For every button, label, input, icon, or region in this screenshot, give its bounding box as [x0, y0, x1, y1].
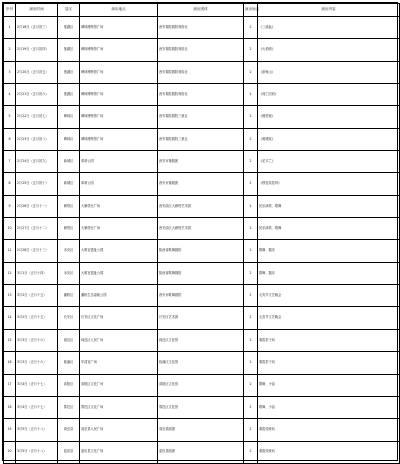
row-time: 2月22日（正月初七）	[16, 106, 58, 128]
row-venue: 碑林博物馆广场	[80, 39, 158, 61]
row-troupe: 西安曲江大雁塔艺术团	[158, 218, 244, 240]
row-troupe: 西安市歌舞剧院	[158, 285, 244, 307]
row-troupe: 西安秦腔剧院易俗社	[158, 39, 244, 61]
row-time: 2月20日（正月初五）	[16, 61, 58, 83]
row-count: 2	[244, 329, 258, 351]
table-header-row	[4, 4, 400, 17]
row-content: 《火焰驹》	[258, 39, 400, 61]
performance-table	[3, 3, 400, 464]
row-time: 3月2日（正月十五）	[16, 285, 58, 307]
row-count: 2	[244, 374, 258, 396]
header-count: 演出场次	[244, 4, 258, 17]
row-venue: 华清宫广场	[80, 352, 158, 374]
row-index: 18	[4, 396, 16, 418]
row-troupe: 西安市豫剧团	[158, 151, 244, 173]
row-troupe: 西安秦腔剧院三意社	[158, 128, 244, 150]
row-venue: 阎良区人民广场	[80, 329, 158, 351]
row-time: 2月21日（正月初六）	[16, 84, 58, 106]
row-content: 《穆桂英挂帅》	[258, 173, 400, 195]
row-content: 《窦娥冤》	[258, 128, 400, 150]
row-content: 《周仁回府》	[258, 84, 400, 106]
row-index: 19	[4, 419, 16, 441]
row-district: 莲湖区	[58, 61, 80, 83]
row-troupe: 临潼区文化馆	[158, 352, 244, 374]
row-district: 长安区	[58, 307, 80, 329]
table-row	[4, 106, 400, 128]
row-index: 6	[4, 128, 16, 150]
row-content: 秦腔折子戏	[258, 329, 400, 351]
row-content: 《三滴血》	[258, 17, 400, 39]
row-troupe: 西安秦腔剧院易俗社	[158, 84, 244, 106]
row-district: 阎良区	[58, 329, 80, 351]
row-count: 2	[244, 173, 258, 195]
row-venue: 周至县人民广场	[80, 419, 158, 441]
header-troupe: 演出团体	[158, 4, 244, 17]
table-row	[4, 374, 400, 396]
row-count: 2	[244, 240, 258, 262]
row-index: 11	[4, 240, 16, 262]
row-count: 2	[244, 151, 258, 173]
row-index: 3	[4, 61, 16, 83]
row-troupe: 西安曲江大雁塔艺术团	[158, 195, 244, 217]
row-venue: 大雁塔北广场	[80, 218, 158, 240]
row-time: 2月18日（正月初三）	[16, 17, 58, 39]
row-venue: 大明宫遗址公园	[80, 262, 158, 284]
row-district: 碑林区	[58, 106, 80, 128]
row-index: 10	[4, 218, 16, 240]
row-content: 民乐演奏、歌舞	[258, 218, 400, 240]
row-time: 2月28日（正月十三）	[16, 240, 58, 262]
table-row	[4, 39, 400, 61]
row-index: 1	[4, 17, 16, 39]
row-content: 歌舞、小品	[258, 374, 400, 396]
table-row	[4, 240, 400, 262]
row-venue: 长安区文化广场	[80, 307, 158, 329]
row-venue: 革命公园	[80, 173, 158, 195]
table-row	[4, 84, 400, 106]
row-index: 13	[4, 285, 16, 307]
schedule-sheet	[2, 2, 398, 461]
row-time: 3月3日（正月十六）	[16, 352, 58, 374]
table-row	[4, 173, 400, 195]
row-content: 元宵节文艺晚会	[258, 307, 400, 329]
row-district: 莲湖区	[58, 84, 80, 106]
row-district: 莲湖区	[58, 17, 80, 39]
row-count: 2	[244, 106, 258, 128]
table-row	[4, 352, 400, 374]
row-venue: 碑林博物馆广场	[80, 17, 158, 39]
row-count: 2	[244, 195, 258, 217]
table-row	[4, 218, 400, 240]
row-time: 2月23日（正月初八）	[16, 128, 58, 150]
row-count: 2	[244, 128, 258, 150]
table-row	[4, 441, 400, 463]
table-row	[4, 61, 400, 83]
row-troupe: 西安秦腔剧院易俗社	[158, 61, 244, 83]
row-count: 2	[244, 307, 258, 329]
row-venue: 碑林博物馆广场	[80, 128, 158, 150]
row-troupe: 高陵区文化馆	[158, 374, 244, 396]
row-index: 14	[4, 307, 16, 329]
table-row	[4, 195, 400, 217]
row-district: 碑林区	[58, 128, 80, 150]
row-count: 2	[244, 39, 258, 61]
row-time: 3月1日（正月十四）	[16, 262, 58, 284]
row-time: 3月2日（正月十五）	[16, 307, 58, 329]
table-row	[4, 285, 400, 307]
row-content: 秦腔折子戏	[258, 352, 400, 374]
row-district: 新城区	[58, 173, 80, 195]
row-content: 歌舞、小品	[258, 396, 400, 418]
row-content: 秦腔传统戏	[258, 419, 400, 441]
row-index: 8	[4, 173, 16, 195]
row-count: 2	[244, 352, 258, 374]
row-district: 临潼区	[58, 352, 80, 374]
row-index: 20	[4, 441, 16, 463]
table-row	[4, 262, 400, 284]
row-venue: 碑林博物馆广场	[80, 61, 158, 83]
row-district: 未央区	[58, 262, 80, 284]
row-content: 《铡美案》	[258, 106, 400, 128]
row-time: 3月5日（正月十八）	[16, 441, 58, 463]
row-count: 2	[244, 419, 258, 441]
row-content: 《花木兰》	[258, 151, 400, 173]
row-venue: 碑林博物馆广场	[80, 106, 158, 128]
row-district: 雁塔区	[58, 195, 80, 217]
row-index: 5	[4, 106, 16, 128]
row-time: 3月3日（正月十六）	[16, 329, 58, 351]
row-content: 元宵节文艺晚会	[258, 285, 400, 307]
row-district: 蓝田县	[58, 441, 80, 463]
row-time: 2月19日（正月初四）	[16, 39, 58, 61]
row-district: 未央区	[58, 240, 80, 262]
row-district: 莲湖区	[58, 39, 80, 61]
row-index: 7	[4, 151, 16, 173]
header-index: 序号	[4, 4, 16, 17]
table-row	[4, 128, 400, 150]
header-time: 演出时间	[16, 4, 58, 17]
row-index: 16	[4, 352, 16, 374]
row-index: 15	[4, 329, 16, 351]
row-troupe: 蓝田县剧团	[158, 441, 244, 463]
row-venue: 灞桥生态湿地公园	[80, 285, 158, 307]
table-row	[4, 17, 400, 39]
row-time: 2月26日（正月十一）	[16, 195, 58, 217]
row-index: 2	[4, 39, 16, 61]
row-content: 《游龟山》	[258, 61, 400, 83]
row-troupe: 阎良区文化馆	[158, 329, 244, 351]
row-district: 新城区	[58, 151, 80, 173]
row-venue: 大雁塔北广场	[80, 195, 158, 217]
row-venue: 碑林博物馆广场	[80, 84, 158, 106]
row-time: 2月24日（正月初九）	[16, 151, 58, 173]
row-time: 3月4日（正月十七）	[16, 374, 58, 396]
row-content: 民乐演奏、歌舞	[258, 195, 400, 217]
row-count: 2	[244, 441, 258, 463]
row-venue: 鄠邑区文化广场	[80, 396, 158, 418]
row-index: 4	[4, 84, 16, 106]
row-content: 歌舞、器乐	[258, 240, 400, 262]
row-troupe: 周至县剧团	[158, 419, 244, 441]
row-troupe: 长安区艺术团	[158, 307, 244, 329]
row-index: 12	[4, 262, 16, 284]
row-content: 歌舞、器乐	[258, 262, 400, 284]
row-index: 17	[4, 374, 16, 396]
row-count: 2	[244, 262, 258, 284]
row-count: 2	[244, 218, 258, 240]
row-time: 3月5日（正月十八）	[16, 419, 58, 441]
row-troupe: 鄠邑区文化馆	[158, 396, 244, 418]
table-body	[4, 17, 400, 464]
row-district: 周至县	[58, 419, 80, 441]
row-troupe: 陕西省歌舞剧院	[158, 262, 244, 284]
table-row	[4, 396, 400, 418]
header-district: 县区	[58, 4, 80, 17]
row-time: 3月4日（正月十七）	[16, 396, 58, 418]
table-row	[4, 151, 400, 173]
row-time: 2月25日（正月初十）	[16, 173, 58, 195]
row-district: 高陵区	[58, 374, 80, 396]
row-venue: 革命公园	[80, 151, 158, 173]
row-count: 2	[244, 285, 258, 307]
row-content: 秦腔传统戏	[258, 441, 400, 463]
row-count: 2	[244, 17, 258, 39]
row-troupe: 西安秦腔剧院三意社	[158, 106, 244, 128]
row-time: 2月27日（正月十二）	[16, 218, 58, 240]
table-row	[4, 329, 400, 351]
row-count: 2	[244, 61, 258, 83]
row-index: 9	[4, 195, 16, 217]
row-troupe: 陕西省歌舞剧院	[158, 240, 244, 262]
row-venue: 高陵区文化广场	[80, 374, 158, 396]
row-district: 灞桥区	[58, 285, 80, 307]
row-district: 雁塔区	[58, 218, 80, 240]
row-count: 2	[244, 396, 258, 418]
row-venue: 大明宫遗址公园	[80, 240, 158, 262]
table-row	[4, 307, 400, 329]
row-venue: 蓝田县文化广场	[80, 441, 158, 463]
row-troupe: 西安秦腔剧院易俗社	[158, 17, 244, 39]
row-district: 鄠邑区	[58, 396, 80, 418]
header-venue: 演出地点	[80, 4, 158, 17]
row-troupe: 西安市豫剧团	[158, 173, 244, 195]
header-content: 演出内容	[258, 4, 400, 17]
row-count: 2	[244, 84, 258, 106]
table-row	[4, 419, 400, 441]
